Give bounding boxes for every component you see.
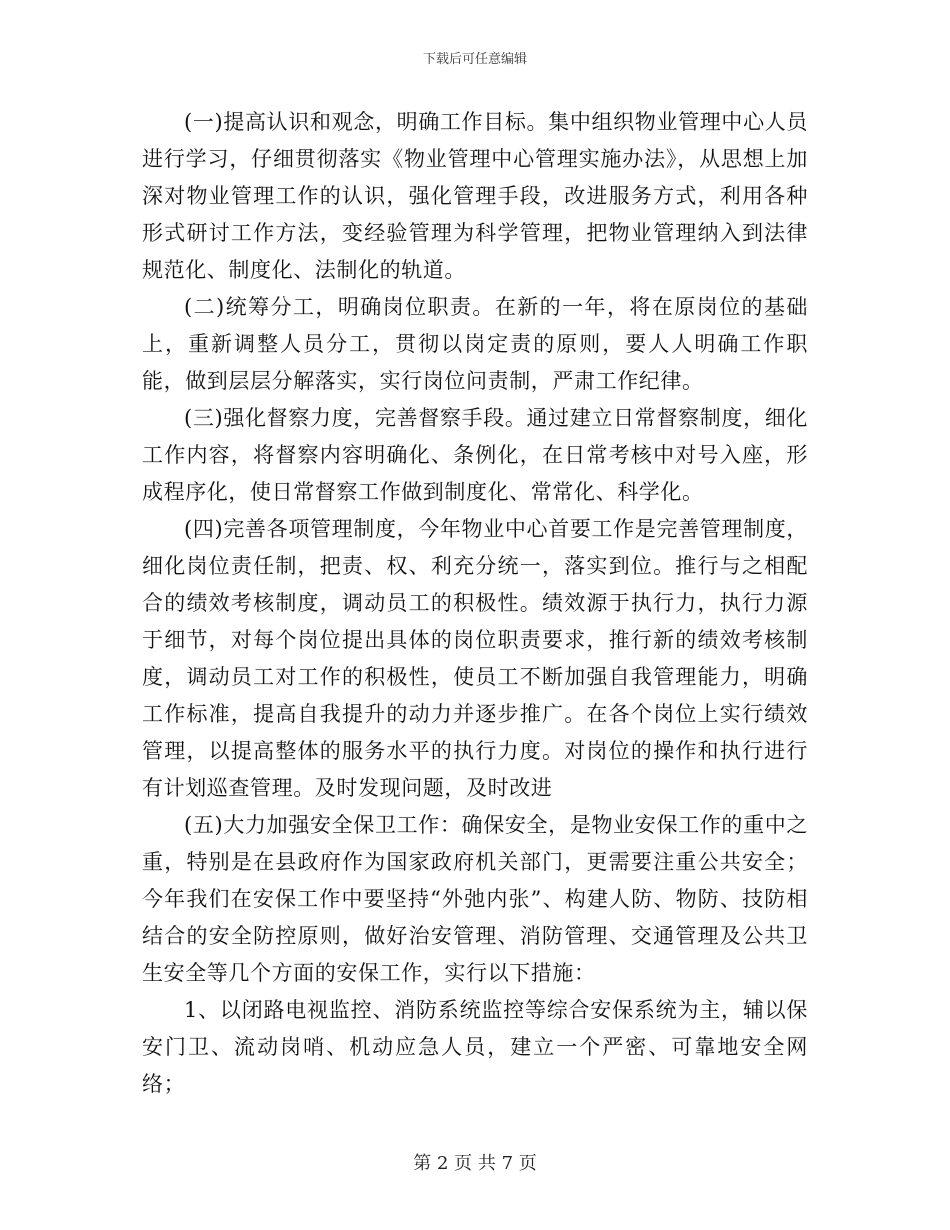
paragraph-1: (一)提高认识和观念，明确工作目标。集中组织物业管理中心人员进行学习，仔细贯彻落实《物业管理中心管理实施办法》，从思想上加深对物业管理工作的认识，强化管理手段，改进服务方式，利用各种形式研讨工作方法，变经验管理为科学管理，把物业管理纳入到法律规范化、制度化、法制化的轨道。 [142, 110, 808, 282]
paragraph-3: (三)强化督察力度，完善督察手段。通过建立日常督察制度，细化工作内容，将督察内容明确化、条例化，在日常考核中对号入座，形成程序化，使日常督察工作做到制度化、常常化、科学化。 [142, 406, 808, 504]
paragraph-4: (四)完善各项管理制度，今年物业中心首要工作是完善管理制度，细化岗位责任制，把责、权、利充分统一，落实到位。推行与之相配合的绩效考核制度，调动员工的积极性。绩效源于执行力，执行力源于细节，对每个岗位提出具体的岗位职责要求，推行新的绩效考核制度，调动员工对工作的积极性，使员工不断加强自我管理能力，明确工作标准，提高自我提升的动力并逐步推广。在各个岗位上实行绩效管理，以提高整体的服务水平的执行力度。对岗位的操作和执行进行有计划巡查管理。及时发现问题，及时改进 [142, 517, 808, 800]
paragraph-5: (五)大力加强安全保卫工作：确保安全，是物业安保工作的重中之重，特别是在县政府作为国家政府机关部门，更需要注重公共安全；今年我们在安保工作中要坚持“外弛内张”、构建人防、物防、技防相结合的安全防控原则，做好治安管理、消防管理、交通管理及公共卫生安全等几个方面的安保工作，实行以下措施： [142, 813, 808, 985]
page-header-note: 下载后可任意编辑 [422, 52, 527, 67]
page-number-footer: 第 2 页 共 7 页 [413, 1153, 537, 1174]
paragraph-2: (二)统筹分工，明确岗位职责。在新的一年，将在原岗位的基础上，重新调整人员分工，贯彻以岗定责的原则，要人人明确工作职能，做到层层分解落实，实行岗位问责制，严肃工作纪律。 [142, 295, 808, 393]
document-body [142, 104, 808, 1103]
paragraph-6: 1、以闭路电视监控、消防系统监控等综合安保系统为主，辅以保安门卫、流动岗哨、机动应急人员，建立一个严密、可靠地安全网络； [142, 998, 808, 1096]
